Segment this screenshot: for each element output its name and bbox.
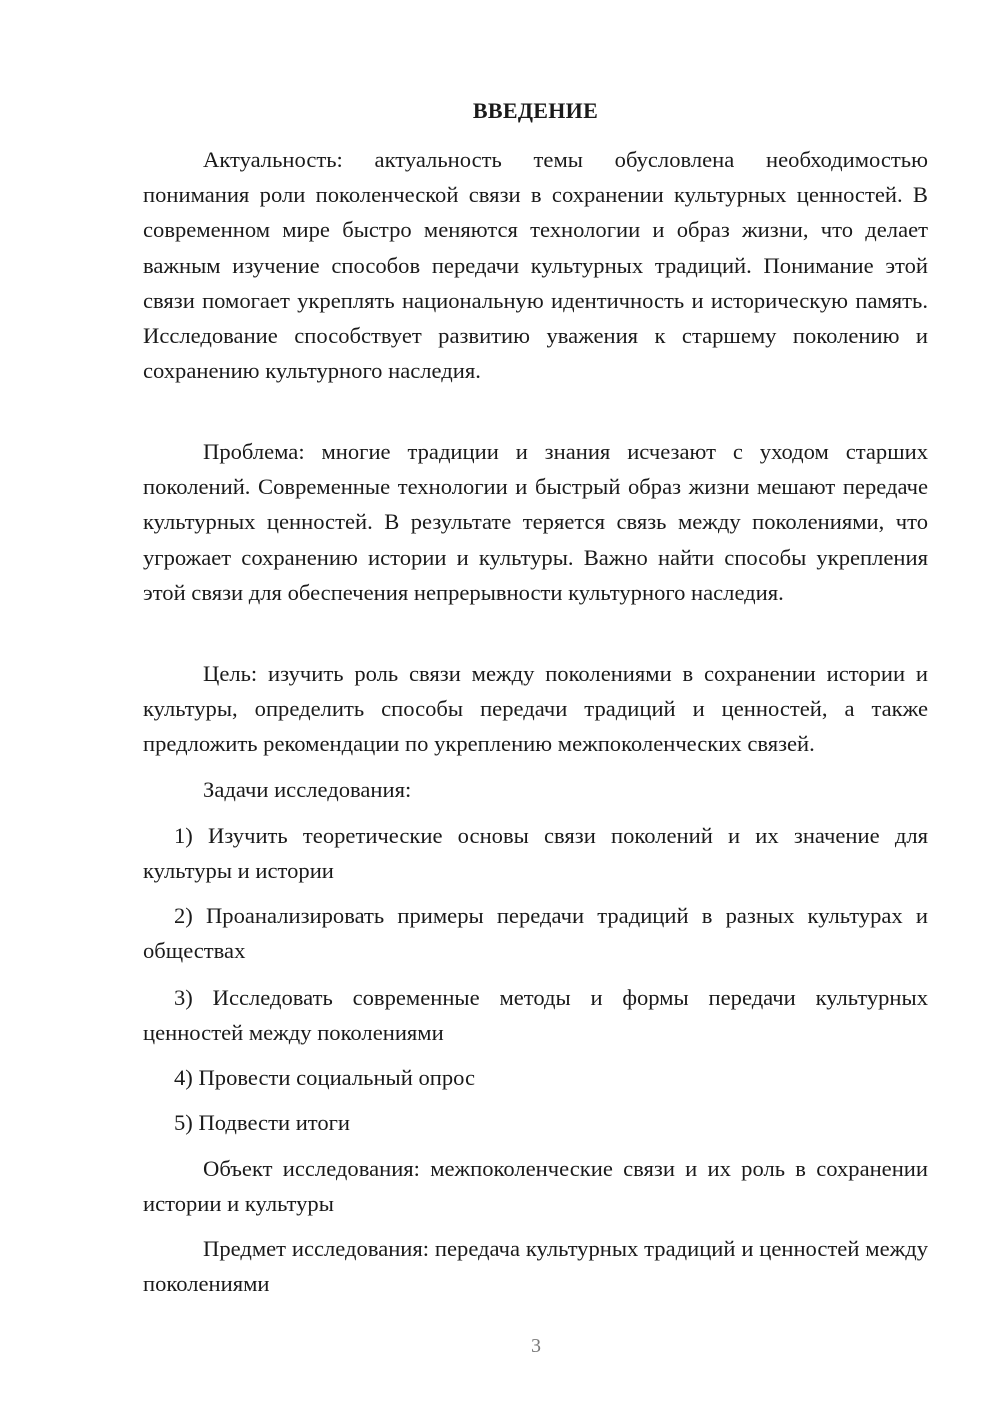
goal-paragraph: Цель: изучить роль связи между поколениями в сохранении истории и культуры, определить способы передачи традиций и ценностей, а также предложить рекомендации по укреплению межпоколенческих связей. [143,661,928,757]
task-item-3: 3) Исследовать современные методы и формы передачи культурных ценностей между поколениями [143,985,928,1046]
page-title: ВВЕДЕНИЕ [472,98,599,123]
object-paragraph: Объект исследования: межпоколенческие связи и их роль в сохранении истории и культуры [143,1156,928,1217]
task-item-2: 2) Проанализировать примеры передачи традиций в разных культурах и обществах [143,903,928,964]
tasks-heading: Задачи исследования: [203,777,412,802]
task-item-1: 1) Изучить теоретические основы связи поколений и их значение для культуры и истории [143,823,928,884]
subject-paragraph: Предмет исследования: передача культурных традиций и ценностей между поколениями [143,1236,928,1297]
problem-paragraph: Проблема: многие традиции и знания исчезают с уходом старших поколений. Современные технологии и быстрый образ жизни мешают передаче культурных ценностей. В результате теряется связь между поколениями, что угрожает сохранению истории и культуры. Важно найти способы укрепления этой связи для обеспечения непрерывности культурного наследия. [143,439,928,605]
page-number: 3 [531,1335,541,1357]
relevance-paragraph: Актуальность: актуальность темы обусловлена необходимостью понимания роли поколенческой связи в сохранении культурных ценностей. В современном мире быстро меняются технологии и образ жизни, что делает важным изучение способов передачи культурных традиций. Понимание этой связи помогает укреплять национальную идентичность и историческую память. Исследование способствует развитию уважения к старшему поколению и сохранению культурного наследия. [143,147,928,384]
task-item-4: 4) Провести социальный опрос [174,1065,476,1090]
task-item-5: 5) Подвести итоги [174,1110,351,1135]
